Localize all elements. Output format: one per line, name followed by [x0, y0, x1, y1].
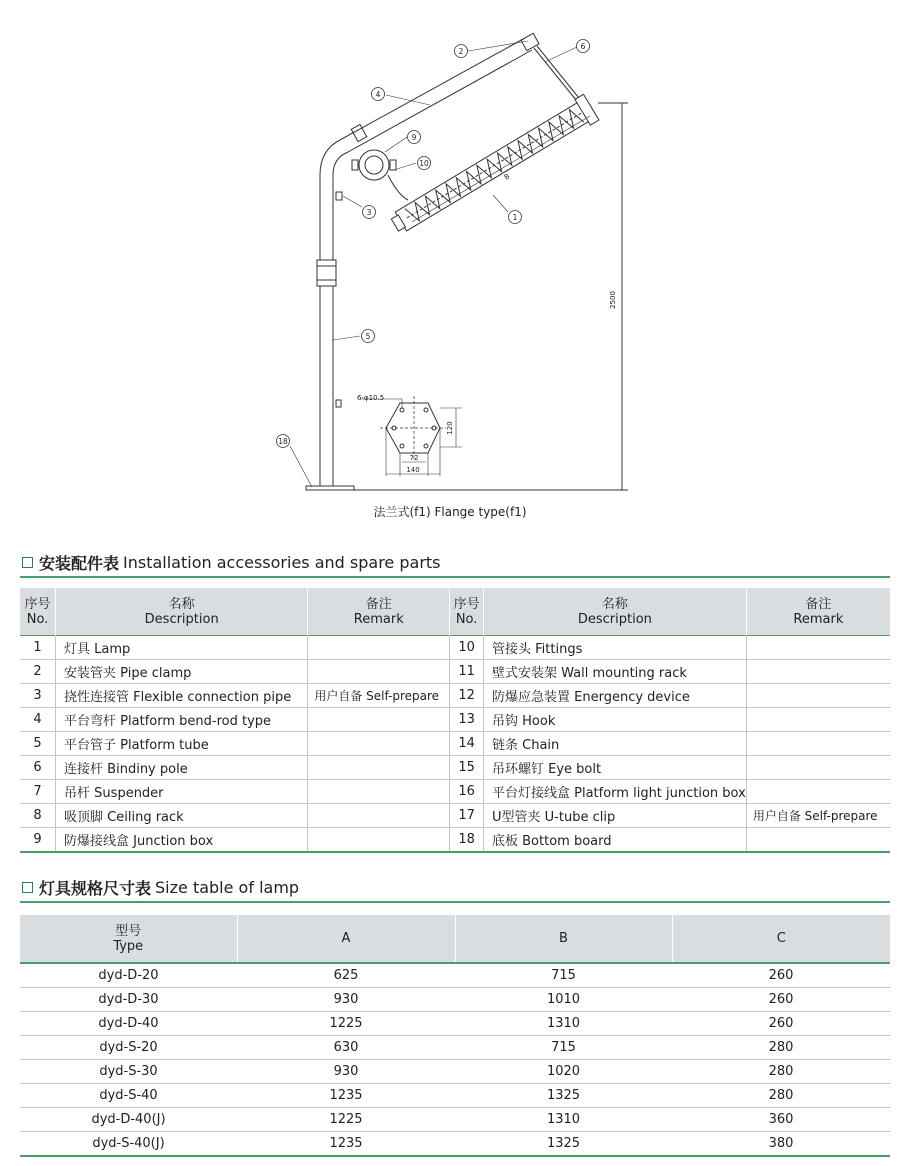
section-divider	[20, 901, 890, 903]
row-description: 管接头 Fittings	[484, 636, 747, 660]
row-description: 安装管夹 Pipe clamp	[56, 660, 308, 684]
callout-label-10: 10	[419, 159, 429, 168]
size-cell-b: 1310	[455, 1108, 672, 1132]
table-row	[20, 684, 890, 708]
callout-label-9: 9	[411, 133, 417, 142]
row-number: 8	[20, 804, 56, 828]
size-cell-type: dyd-S-30	[20, 1060, 237, 1084]
size-cell-type: dyd-D-20	[20, 963, 237, 988]
row-number: 11	[450, 660, 484, 684]
flange-dim-120: 120	[446, 421, 454, 435]
size-table	[20, 915, 890, 1157]
row-remark	[308, 780, 450, 804]
row-remark	[746, 684, 890, 708]
callout-label-2: 2	[458, 47, 464, 56]
row-remark: 用户自备 Self-prepare	[746, 804, 890, 828]
row-remark	[308, 804, 450, 828]
header-remark: 备注 Remark	[308, 588, 450, 636]
row-description: U型管夹 U-tube clip	[484, 804, 747, 828]
table-row	[20, 804, 890, 828]
size-cell-c: 280	[672, 1036, 890, 1060]
row-remark	[308, 732, 450, 756]
accessories-title-zh: 安装配件表	[39, 554, 120, 573]
table-row	[20, 780, 890, 804]
row-number: 16	[450, 780, 484, 804]
table-row	[20, 660, 890, 684]
row-description: 吊环螺钉 Eye bolt	[484, 756, 747, 780]
row-number: 9	[20, 828, 56, 853]
row-description: 灯具 Lamp	[56, 636, 308, 660]
size-cell-b: 1010	[455, 988, 672, 1012]
header-description: 名称 Description	[484, 588, 747, 636]
size-cell-a: 1225	[237, 1108, 455, 1132]
size-cell-type: dyd-S-40	[20, 1084, 237, 1108]
table-row	[20, 988, 890, 1012]
dim-2500-label: 2500	[609, 291, 617, 309]
row-number: 15	[450, 756, 484, 780]
size-cell-a: 930	[237, 1060, 455, 1084]
table-row	[20, 963, 890, 988]
row-remark	[746, 780, 890, 804]
row-description: 防爆接线盒 Junction box	[56, 828, 308, 853]
row-remark	[308, 636, 450, 660]
row-remark	[746, 636, 890, 660]
accessories-table	[20, 588, 890, 853]
size-cell-type: dyd-D-30	[20, 988, 237, 1012]
table-row	[20, 732, 890, 756]
size-cell-b: 715	[455, 963, 672, 988]
dim-b-label: B	[502, 172, 512, 182]
row-remark	[746, 828, 890, 853]
row-description: 吊钩 Hook	[484, 708, 747, 732]
callout-label-1: 1	[512, 213, 518, 222]
size-cell-c: 380	[672, 1132, 890, 1157]
size-cell-type: dyd-S-40(J)	[20, 1132, 237, 1157]
table-row	[20, 1060, 890, 1084]
row-remark	[308, 828, 450, 853]
row-description: 平台灯接线盒 Platform light junction box	[484, 780, 747, 804]
size-cell-b: 1310	[455, 1012, 672, 1036]
row-description: 吸顶脚 Ceiling rack	[56, 804, 308, 828]
row-description: 挠性连接管 Flexible connection pipe	[56, 684, 308, 708]
size-cell-type: dyd-D-40(J)	[20, 1108, 237, 1132]
size-cell-c: 260	[672, 1012, 890, 1036]
row-description: 平台管子 Platform tube	[56, 732, 308, 756]
row-number: 6	[20, 756, 56, 780]
size-cell-b: 1325	[455, 1084, 672, 1108]
checkbox-square-icon	[22, 557, 33, 568]
flange-dim-140: 140	[406, 466, 420, 474]
callout-label-3: 3	[366, 208, 372, 217]
row-number: 10	[450, 636, 484, 660]
row-description: 壁式安装架 Wall mounting rack	[484, 660, 747, 684]
drawing-caption: 法兰式(f1) Flange type(f1)	[373, 505, 527, 519]
header-b: B	[455, 915, 672, 963]
header-description: 名称 Description	[56, 588, 308, 636]
row-remark	[308, 756, 450, 780]
callout-label-4: 4	[375, 90, 381, 99]
row-number: 13	[450, 708, 484, 732]
header-c: C	[672, 915, 890, 963]
row-description: 防爆应急装置 Energency device	[484, 684, 747, 708]
table-row	[20, 708, 890, 732]
header-no: 序号 No.	[450, 588, 484, 636]
callout-label-18: 18	[278, 437, 288, 446]
size-cell-a: 1235	[237, 1084, 455, 1108]
row-remark	[746, 756, 890, 780]
row-remark	[746, 708, 890, 732]
section-divider	[20, 576, 890, 578]
row-remark	[746, 732, 890, 756]
table-row	[20, 756, 890, 780]
table-row	[20, 1084, 890, 1108]
size-cell-type: dyd-S-20	[20, 1036, 237, 1060]
row-number: 7	[20, 780, 56, 804]
size-cell-c: 260	[672, 963, 890, 988]
size-cell-c: 280	[672, 1084, 890, 1108]
size-section-title	[22, 876, 299, 899]
row-remark	[746, 660, 890, 684]
table-row	[20, 828, 890, 853]
row-remark	[308, 708, 450, 732]
accessories-section-title	[22, 551, 441, 574]
table-row	[20, 1036, 890, 1060]
callout-label-5: 5	[365, 332, 371, 341]
row-number: 14	[450, 732, 484, 756]
table-header-row	[20, 915, 890, 963]
size-cell-c: 360	[672, 1108, 890, 1132]
flange-dim-72: 72	[409, 454, 419, 462]
row-description: 底板 Bottom board	[484, 828, 747, 853]
row-number: 3	[20, 684, 56, 708]
row-remark	[308, 660, 450, 684]
size-cell-a: 630	[237, 1036, 455, 1060]
header-a: A	[237, 915, 455, 963]
size-cell-a: 1225	[237, 1012, 455, 1036]
row-description: 连接杆 Bindiny pole	[56, 756, 308, 780]
row-number: 12	[450, 684, 484, 708]
size-cell-b: 715	[455, 1036, 672, 1060]
accessories-title-en: Installation accessories and spare parts	[123, 553, 441, 572]
row-number: 5	[20, 732, 56, 756]
row-description: 平台弯杆 Platform bend-rod type	[56, 708, 308, 732]
size-cell-a: 625	[237, 963, 455, 988]
table-row	[20, 1132, 890, 1157]
size-cell-c: 260	[672, 988, 890, 1012]
size-cell-b: 1325	[455, 1132, 672, 1157]
row-remark: 用户自备 Self-prepare	[308, 684, 450, 708]
row-description: 链条 Chain	[484, 732, 747, 756]
row-number: 4	[20, 708, 56, 732]
flange-holes-label: 6-φ10.5	[357, 394, 385, 402]
size-cell-a: 930	[237, 988, 455, 1012]
table-row	[20, 1012, 890, 1036]
header-type: 型号 Type	[20, 915, 237, 963]
table-row	[20, 636, 890, 660]
table-row	[20, 1108, 890, 1132]
size-title-en: Size table of lamp	[155, 878, 300, 897]
row-number: 17	[450, 804, 484, 828]
size-cell-b: 1020	[455, 1060, 672, 1084]
size-title-zh: 灯具规格尺寸表	[39, 879, 152, 898]
callout-label-6: 6	[580, 42, 586, 51]
row-number: 1	[20, 636, 56, 660]
row-number: 2	[20, 660, 56, 684]
header-no: 序号 No.	[20, 588, 56, 636]
checkbox-square-icon	[22, 882, 33, 893]
header-remark: 备注 Remark	[746, 588, 890, 636]
row-description: 吊杆 Suspender	[56, 780, 308, 804]
size-cell-c: 280	[672, 1060, 890, 1084]
table-header-row	[20, 588, 890, 636]
installation-drawing	[0, 0, 900, 500]
size-cell-type: dyd-D-40	[20, 1012, 237, 1036]
row-number: 18	[450, 828, 484, 853]
size-cell-a: 1235	[237, 1132, 455, 1157]
